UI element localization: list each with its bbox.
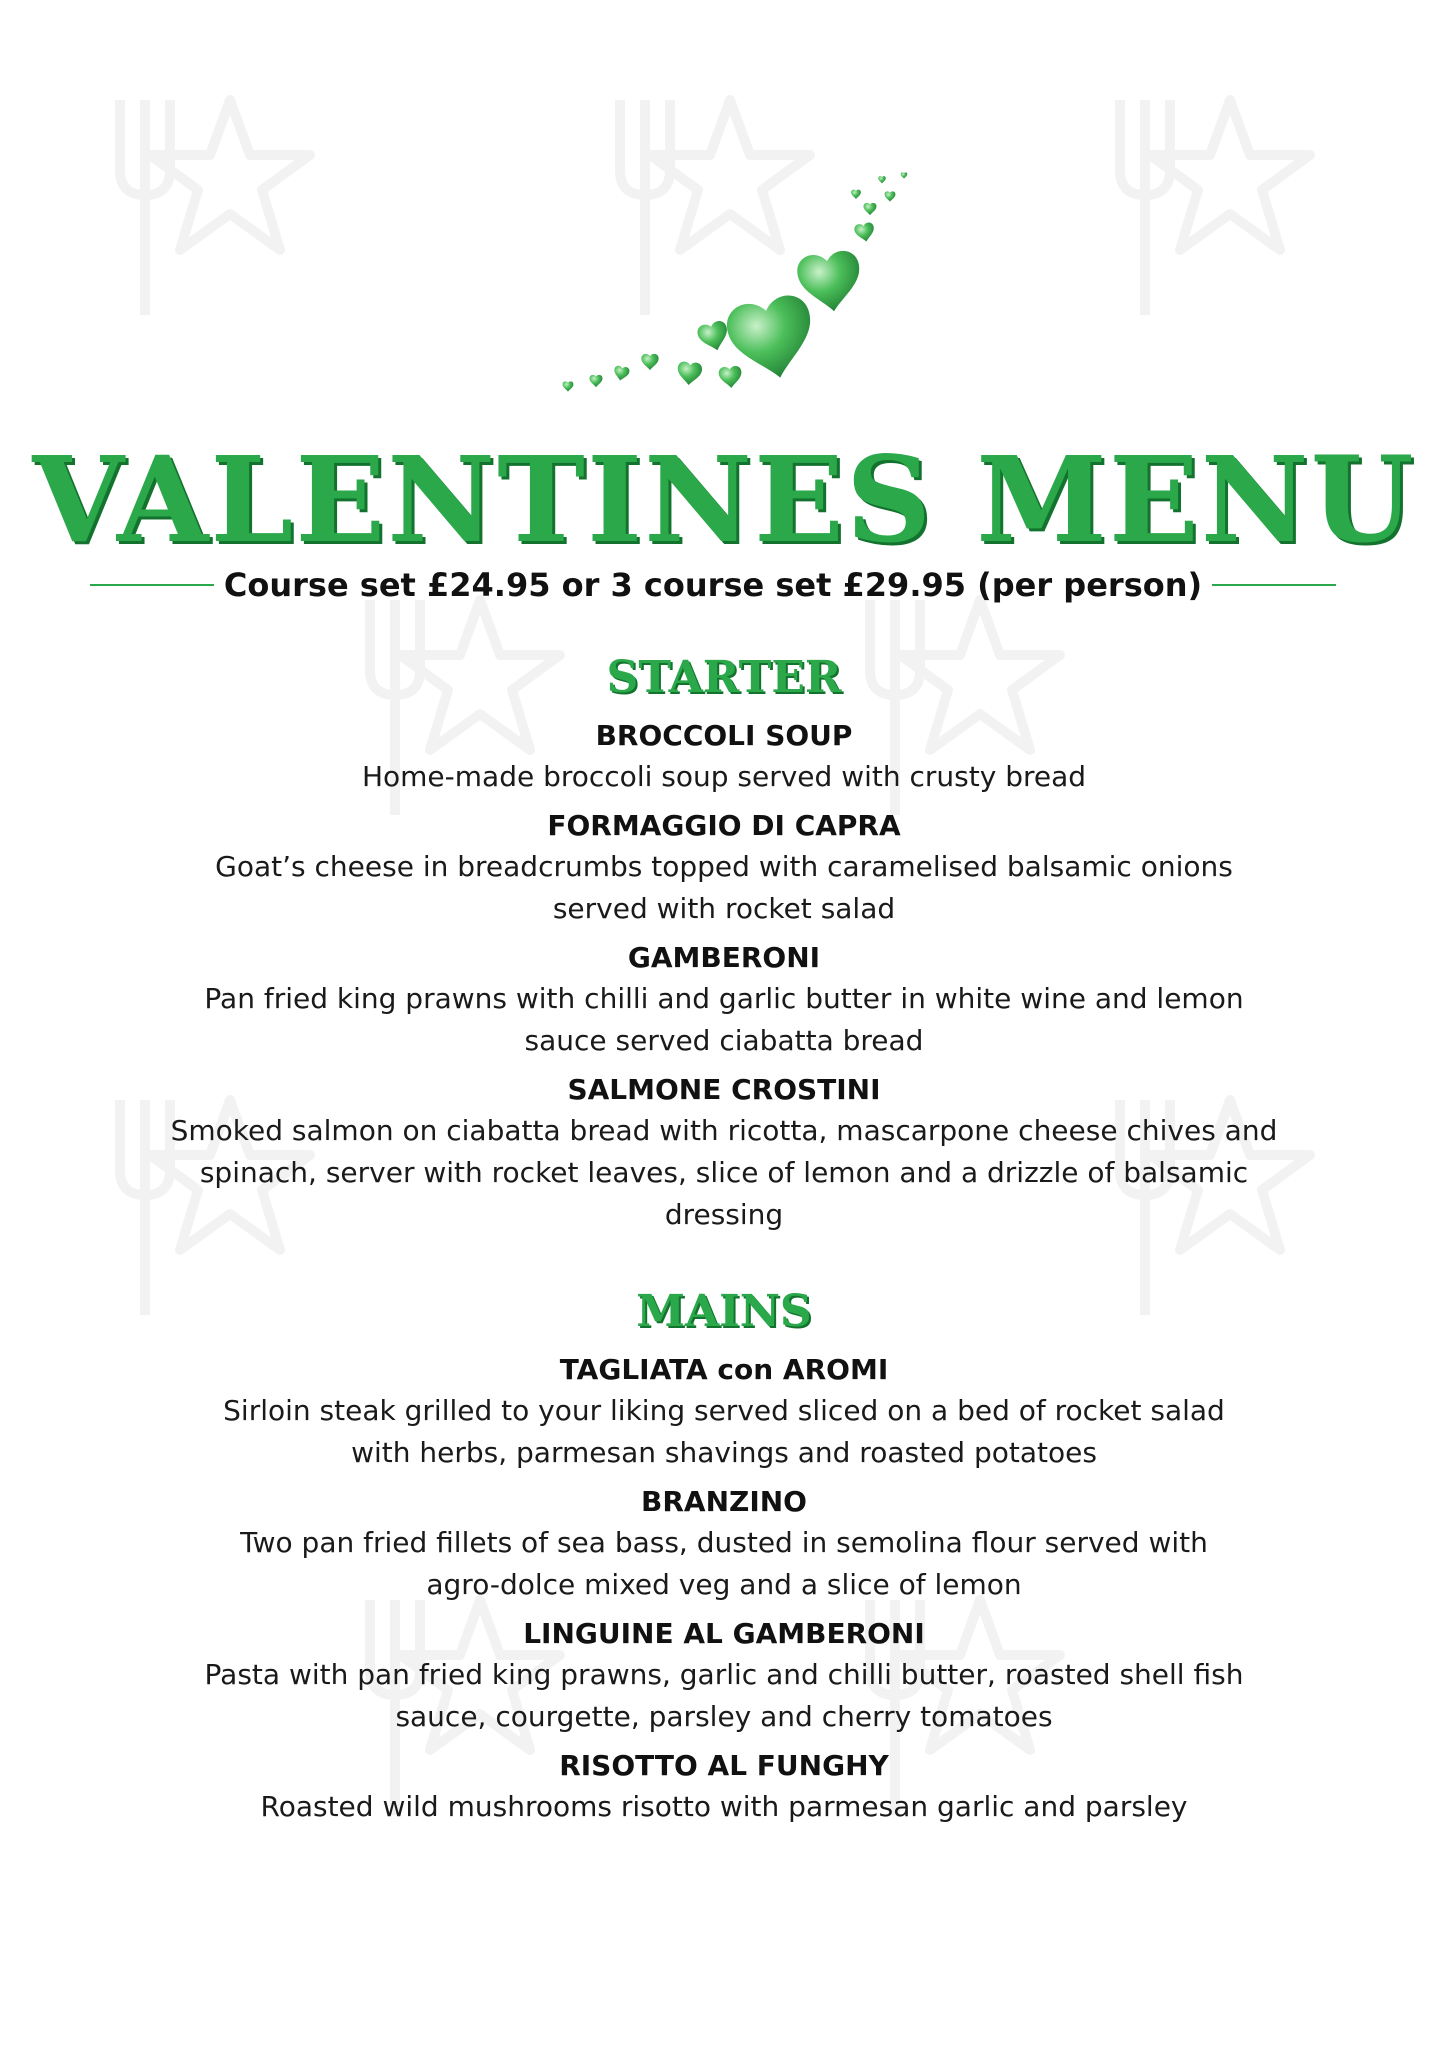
item-description: Goat’s cheese in breadcrumbs topped with caramelised balsamic onions served with rocket salad [215,850,1233,925]
item-name: BRANZINO [641,1485,807,1518]
item-description: Roasted wild mushrooms risotto with parmesan garlic and parsley [260,1790,1188,1823]
menu-item [124,1614,1324,1738]
section-mains [0,1282,1448,1828]
menu-item [124,938,1324,1062]
price-subtitle: Course set £24.95 or 3 course set £29.95 (per person) [223,566,1203,604]
menu-item [124,1350,1324,1474]
item-description: Pan fried king prawns with chilli and garlic butter in white wine and lemon sauce served ciabatta bread [204,982,1244,1057]
item-name: BROCCOLI SOUP [595,719,853,752]
item-name: GAMBERONI [627,941,821,974]
section-starter [0,648,1448,1236]
menu-title: VALENTINES MENU [32,430,1416,569]
item-description: Two pan fried fillets of sea bass, dusted in semolina flour served with agro-dolce mixed veg and a slice of lemon [240,1526,1208,1601]
divider-right [1212,584,1336,586]
item-name: RISOTTO AL FUNGHY [559,1749,889,1782]
item-name: SALMONE CROSTINI [567,1073,881,1106]
item-description: Pasta with pan fried king prawns, garlic and chilli butter, roasted shell fish sauce, courgette, parsley and cherry tomatoes [204,1658,1244,1733]
section-heading: MAINS [636,1286,812,1337]
menu-item [124,1482,1324,1606]
menu-item [124,716,1324,798]
item-description: Home-made broccoli soup served with crusty bread [361,760,1087,793]
subtitle-row [90,566,1336,604]
menu-item [124,1070,1324,1236]
menu-item [124,806,1324,930]
divider-left [90,584,214,586]
item-description: Sirloin steak grilled to your liking served sliced on a bed of rocket salad with herbs, parmesan shavings and roasted potatoes [223,1394,1225,1469]
item-name: FORMAGGIO DI CAPRA [547,809,901,842]
item-description: Smoked salmon on ciabatta bread with ricotta, mascarpone cheese chives and spinach, server with rocket leaves, slice of lemon and a drizzle of balsamic dressing [170,1114,1278,1231]
menu-item [124,1746,1324,1828]
item-name: TAGLIATA con AROMI [559,1353,889,1386]
green-hearts-icon [540,170,920,410]
item-name: LINGUINE AL GAMBERONI [523,1617,925,1650]
section-heading: STARTER [606,652,842,703]
